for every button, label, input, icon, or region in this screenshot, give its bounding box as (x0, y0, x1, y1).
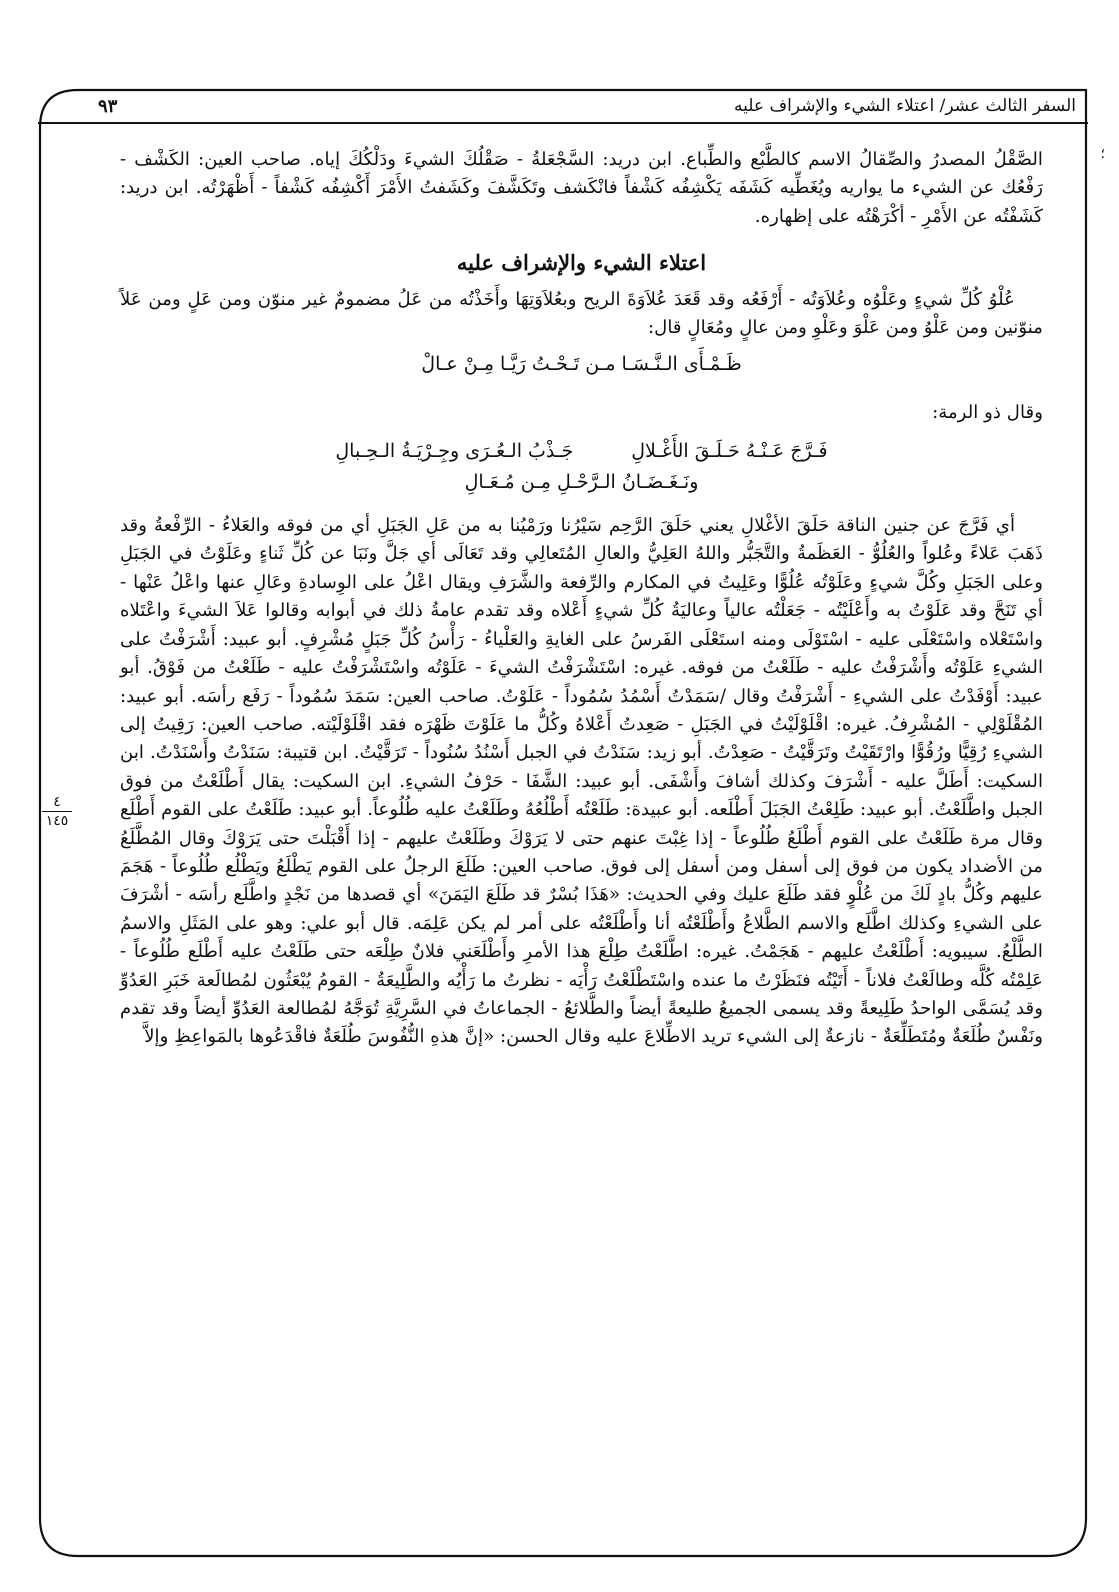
paragraph-top: الصَّقْلُ المصدرُ والصِّقالُ الاسم كالطَّبْع والطِّباع. ابن دريد: السَّجْعَلةُ - صَقْلُكَ الشيءَ ودَلْكُكَ إياه. صاحب العين: الكَشْف - رَفْعُك عن الشيء ما يواريه ويُغَطِّيه كَشَفَه يَكْشِفُه كَشْفاً فانْكَشف وتَكَشَّفَ وكَشَفتُ الأَمْرَ أَكْشِفُه كَشْفاً - أَظْهَرْتُه. ابن دريد: كَشَفْتُه عن الأَمْرِ - أكْرَهْتُه على إظهاره. (120, 149, 1043, 227)
verse-hemistich-right: فَـرَّجَ عَـنْـهُ حَـلَـقَ الأَغْـلالِ (631, 440, 828, 463)
verse-couplet (120, 437, 1043, 465)
verse-line-1: ظَـمْـأَى الـنَّـسَـا مـن تَـحْـتُ رَيَّـا مِـنْ عـالْ (421, 353, 742, 376)
verse-line-3: ونَـغَـضَـانُ الـرَّحْـلِ مِـن مُـعَـالِ (464, 470, 699, 493)
text-body (120, 146, 1043, 1052)
verse-attribution: وقال ذو الرمة: (932, 401, 1043, 423)
verse-hemistich-left: جَـذْبُ الـعُـرَى وجِـرْيَـةُ الـحِـبالِ (335, 440, 574, 463)
page-number: ٩٣ (98, 95, 118, 117)
paragraph-intro: عُلْوُ كُلِّ شيءٍ وعَلْوُه وعُلاَوَتُه - أَرْفَعُه وقد قَعَدَ عُلاَوَةَ الريح وبعُلاَوَتِهَا وأَخَذْتُه من عَلُ مضمومٌ غير منوّن ومن عَلٍ ومن عَلاً منوّنين ومن عَلْوُ ومن عَلْوَ وعَلْوِ ومن عالٍ ومُعَالٍ قال: (120, 288, 1043, 339)
margin-note-numerator: ٤ (53, 794, 61, 810)
margin-folio-note (42, 794, 72, 829)
header-title: السفر الثالث عشر/ اعتلاء الشيء والإشراف عليه (734, 96, 1076, 116)
running-header (38, 90, 1088, 124)
section-title: اعتلاء الشيء والإشراف عليه (456, 250, 707, 276)
margin-note-divider (42, 811, 72, 812)
margin-note-denominator: ١٤٥ (45, 813, 69, 829)
paragraph-main: أي فَرَّجَ عن جنين الناقة حَلَقَ الأغْلالِ يعني حَلَقَ الرَّحِم سَيْرُنا ورَمْيُنا به من عَلِ الجَبَلِ أي من فوقه والعَلاءُ - الرِّفْعةُ وقد ذَهَبَ عَلاءً وعُلواً والعُلُوُّ - العَظَمةُ والتَّجَبُّر واللهُ العَلِيُّ والعالِ المُتَعالِي وقد تَعَالَى أي جَلَّ ونَبَا عن كُلِّ ثَناءٍ وعَلَوْتُ في الجَبَلِ وعلى الجَبَلِ وكُلَّ شيءٍ وعَلَوْتُه عُلُوًّا وعَلِيتُ في المكارم والرِّفعة والشَّرَفِ ويقال اعْلُ على الوِسادةِ وعَالِ عنها واعْلُ عَنْها - أي تَنَحَّ وقد عَلَوْتُ به وأَعْلَيْتُه - جَعَلْتُه عالياً وعاليَةُ كُلِّ شيءٍ أَعْلاه وقد تقدم عامةُ ذلك في أبوابه وقالوا عَلاَ الشيءَ واعْتَلاه واسْتَعْلاه واسْتَعْلَى عليه - اسْتَوْلَى ومنه استَعْلَى الفَرسُ على الغايةِ والعَلْياءُ - رَأْسُ كُلِّ جَبَلٍ مُشْرِفٍ. أبو عبيد: أَشْرَفْتُ على الشيءِ عَلَوْتُه وأَشْرَفْتُ عليه - طَلَعْتُ من فوقه. غيره: اسْتَشْرَفْتُ الشيءَ - عَلَوْتُه واسْتَشْرَفْتُ عليه - طَلَعْتُ من فَوْقُ. أبو عبيد: أَوْفَدْتُ على الشيءِ - أَشْرَفْتُ وقال /سَمَدْتُ أَسْمُدُ سُمُوداً - عَلَوْتُ. صاحب العين: سَمَدَ سُمُوداً - رَفَع رأسَه. أبو عبيد: المُقْلَوْلِي - المُشْرِفُ. غيره: اقْلَوْلَيْتُ في الجَبَلِ - صَعِدتُ أَعْلاهُ وكُلُّ ما عَلَوْتَ ظَهْرَه فقد اقْلَوْلَيْته. صاحب العين: رَقِيتُ إلى الشيءِ رُقِيًّا ورُقُوًّا وارْتَقَيْتُ وتَرَقَّيْتُ - صَعِدْتُ. أبو زيد: سَنَدْتُ في الجبل أَسْنُدُ سُنُوداً - تَرَقَّيْتُ. ابن قتيبة: سَنَدْتُ وأَسْنَدْتُ. ابن السكيت: أَطَلَّ عليه - أَشْرَفَ وكذلك أشافَ وأَشْفَى. أبو عبيد: الشَّفَا - حَرْفُ الشيءِ. ابن السكيت: يقال أَطْلَعْتُ من فوق الجبل واطَّلَعْتُ. أبو عبيد: طَلِعْتُ الجَبَلَ أَطْلَعه. أبو عبيدة: طَلَعْتُه أَطْلُعُهُ وطَلَعْتُ عليه طُلُوعاً. أبو عبيد: طَلَعْتُ على القوم أَطْلَع وقال مرة طَلَعْتُ على القوم أَطْلَعُ طُلُوعاً - إذا غِبْتَ عنهم حتى لا يَرَوْكَ وطَلَعْتُ عليهم - إذا أَقْبَلْتَ حتى يَرَوْكَ وقال المُطَّلَعُ من الأضداد يكون من فوق إلى أسفل ومن أسفل إلى فوق. صاحب العين: طَلَعَ الرجلُ على القوم يَطْلَعُ ويَطْلُع طُلُوعاً - هَجَمَ عليهم وكُلُّ بادٍ لَكَ من عُلْوٍ فقد طَلَعَ عليك وفي الحديث: «هَذَا بُسْرٌ قد طَلَعَ اليَمَنَ» أي قصدها من نَجْدٍ واطَّلَع رأسَه - أشْرَفَ على الشيءِ وكذلك اطَّلَع والاسم الطَّلاعُ وأَطْلَعْتُه أنا وأَطْلَعْتُه على أمر لم يكن عَلِمَه. قال أبو علي: وهو على المَثَلِ والاسمُ الطَّلْعُ. سيبويه: أَطْلَعْتُ عليهم - هَجَمْتُ. غيره: اطَّلَعْتُ طِلْعَ هذا الأمرِ وأَطْلَعَني فلانٌ طِلْعَه حتى طَلَعْتُ عليه أَطْلَع طُلُوعاً - عَلِمْتُه كُلَّه وطالَعْتُ فلاناً - أَتَيْتُه فنَظَرْتُ ما عنده واسْتَطْلَعْتُ رَأْيَه - نظرتُ ما رَأْيُه والطَّلِيعَةُ - القومُ يُبْعَثُون لمُطالَعة خَبَرِ العَدُوِّ وقد يُسَمَّى الواحدُ طَلِيعةً وقد يسمى الجميعُ طليعةً أيضاً والطَّلائعُ - الجماعاتُ في السَّرِيَّةِ تُوَجَّهُ لمُطالعة العَدُوِّ أيضاً وقد تقدم ونَفْسٌ طُلَعَةٌ ومُتَطَلِّعَةٌ - نازعةٌ إلى الشيء تريد الاطِّلاعَ عليه وقال الحسن: «إنَّ هذهِ النُّفُوسَ طُلَعَةٌ فاقْدَعُوها بالمَواعِظِ وإلاَّ (120, 515, 1043, 1048)
margin-mark: ؛ (1100, 146, 1105, 162)
